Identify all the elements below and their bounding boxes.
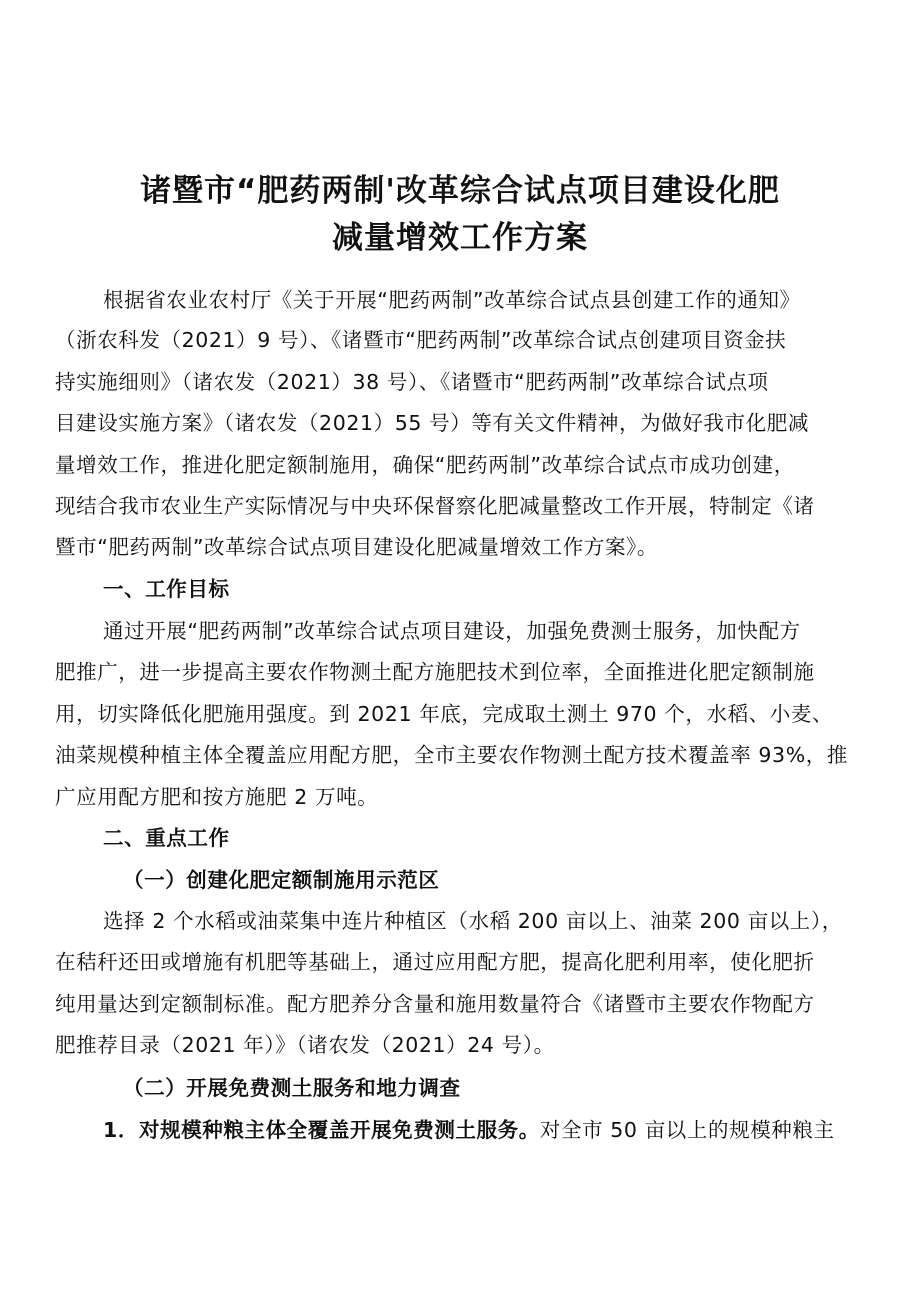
item-1-lead: 1．对规模种粮主体全覆盖开展免费测土服务。 [103,1118,540,1142]
goals-line: 用，切实降低化肥施用强度。到 2021 年底，完成取土测土 970 个，水稻、小麦、 [55,702,834,726]
goals-line: 广应用配方肥和按方施肥 2 万吨。 [55,785,379,809]
demo-zone-line: 选择 2 个水稻或油菜集中连片种植区（水稻 200 亩以上、油菜 200 亩以上）， [103,909,843,933]
section-heading-goals: 一、工作目标 [103,577,230,601]
item-1-line [55,1115,885,1145]
intro-line: 暨市“肥药两制”改革综合试点项目建设化肥减量增效工作方案》。 [55,535,658,559]
document-title-line-2: 减量增效工作方案 [332,220,588,256]
intro-line: 现结合我市农业生产实际情况与中央环保督察化肥减量整改工作开展，特制定《诸 [55,494,815,518]
demo-zone-line: 在秸秆还田或增施有机肥等基础上，通过应用配方肥，提高化肥利用率，使化肥折 [55,950,815,974]
goals-line: 肥推广，进一步提高主要农作物测土配方施肥技术到位率，全面推进化肥定额制施 [55,660,815,684]
intro-line: 目建设实施方案》（诸农发（2021）55 号）等有关文件精神，为做好我市化肥减 [55,411,809,435]
intro-line: 根据省农业农村厅《关于开展“肥药两制”改革综合试点县创建工作的通知》 [103,288,801,312]
subsection-heading-soil-testing: （二）开展免费测土服务和地力调查 [123,1076,461,1100]
section-heading-key-work: 二、重点工作 [103,826,230,850]
item-1-text: 对全市 50 亩以上的规模种粮主 [539,1118,835,1142]
intro-line: 持实施细则》（诸农发（2021）38 号）、《诸暨市“肥药两制”改革综合试点项 [55,370,769,394]
goals-line: 通过开展“肥药两制”改革综合试点项目建设，加强免费测士服务，加快配方 [103,619,801,643]
demo-zone-line: 肥推荐目录（2021 年）》（诸农发（2021）24 号）。 [55,1033,555,1057]
goals-line: 油菜规模种植主体全覆盖应用配方肥，全市主要农作物测土配方技术覆盖率 93%，推 [55,743,848,767]
intro-line: 量增效工作，推进化肥定额制施用，确保“肥药两制”改革综合试点市成功创建， [55,453,795,477]
document-title-line-1: 诸暨市“肥药两制'改革综合试点项目建设化肥 [140,173,780,209]
demo-zone-line: 纯用量达到定额制标准。配方肥养分含量和施用数量符合《诸暨市主要农作物配方 [55,992,815,1016]
subsection-heading-demo-zone: （一）创建化肥定额制施用示范区 [123,868,440,892]
intro-line: （浙农科发（2021）9 号）、《诸暨市“肥药两制”改革综合试点创建项目资金扶 [55,328,787,352]
